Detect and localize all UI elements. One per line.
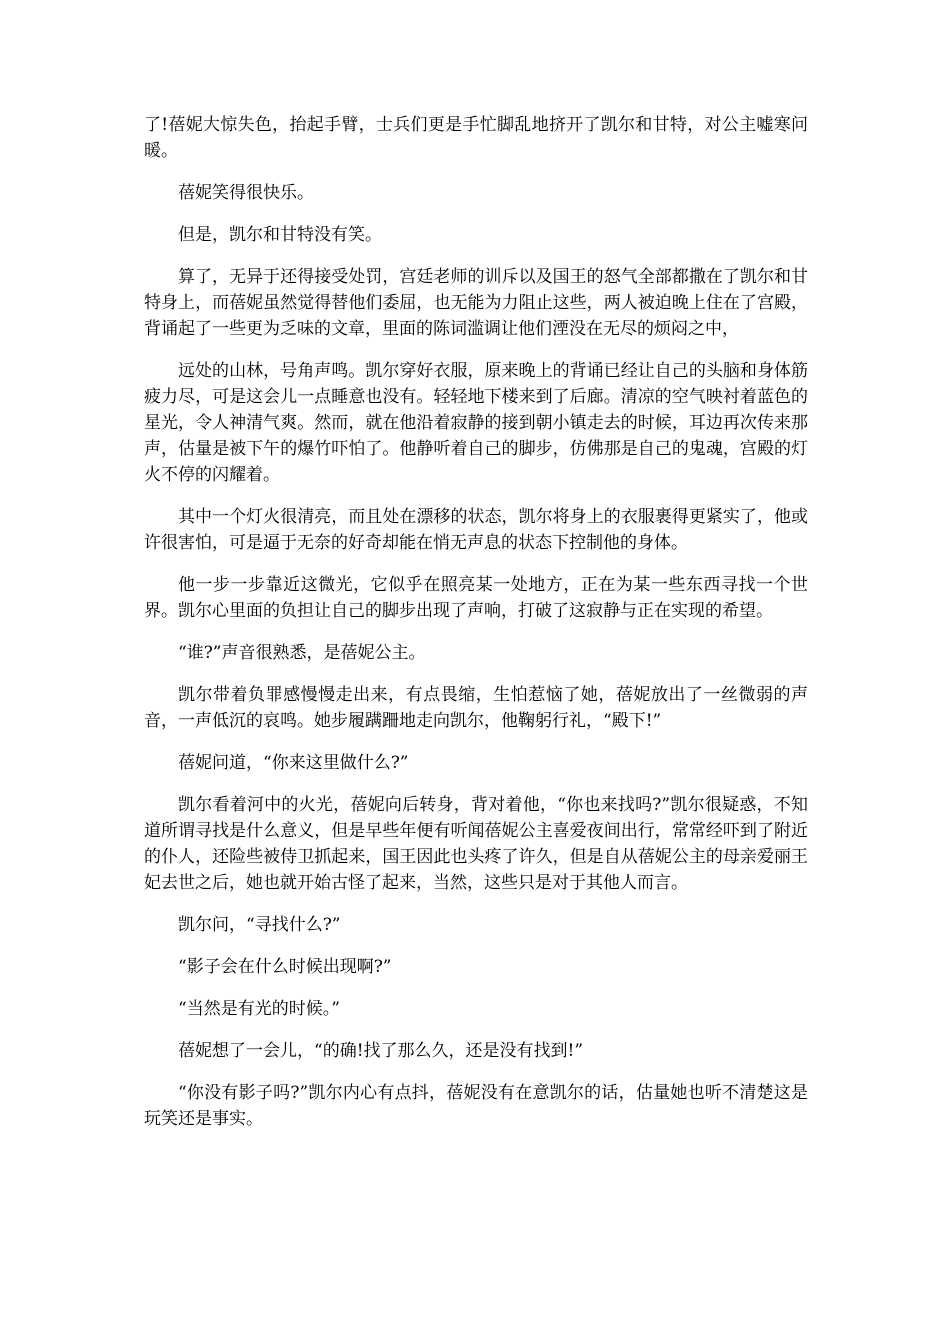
document-page [144,112,808,1148]
paragraph: “谁?”声音很熟悉，是蓓妮公主。 [178,643,426,663]
paragraph: 蓓妮笑得很快乐。 [178,183,314,203]
paragraph: “当然是有光的时候。” [178,999,340,1019]
paragraph: 凯尔带着负罪感慢慢走出来，有点畏缩，生怕惹恼了她，蓓妮放出了一丝微弱的声音，一声低沉的哀鸣。她步履蹒跚地走向凯尔，他鞠躬行礼，“殿下!” [144,685,808,731]
paragraph: 蓓妮问道，“你来这里做什么?” [178,753,409,773]
paragraph: 凯尔看着河中的火光，蓓妮向后转身，背对着他，“你也来找吗?”凯尔很疑惑，不知道所谓寻找是什么意义，但是早些年便有听闻蓓妮公主喜爱夜间出行，常常经吓到了附近的仆人，还险些被侍卫抓起来，国王因此也头疼了许久，但是自从蓓妮公主的母亲爱丽王妃去世之后，她也就开始古怪了起来，当然，这些只是对于其他人而言。 [144,795,808,893]
paragraph: 蓓妮想了一会儿，“的确!找了那么久，还是没有找到!” [178,1041,584,1061]
paragraph: “你没有影子吗?”凯尔内心有点抖，蓓妮没有在意凯尔的话，估量她也听不清楚这是玩笑还是事实。 [144,1083,808,1129]
paragraph: 了!蓓妮大惊失色，抬起手臂，士兵们更是手忙脚乱地挤开了凯尔和甘特，对公主嘘寒问暖。 [144,115,808,161]
paragraph: “影子会在什么时候出现啊?” [178,957,392,977]
paragraph: 凯尔问，“寻找什么?” [178,915,341,935]
paragraph: 其中一个灯火很清亮，而且处在漂移的状态，凯尔将身上的衣服裹得更紧实了，他或许很害怕，可是逼于无奈的好奇却能在悄无声息的状态下控制他的身体。 [144,507,808,553]
paragraph: 远处的山林，号角声鸣。凯尔穿好衣服，原来晚上的背诵已经让自己的头脑和身体筋疲力尽，可是这会儿一点睡意也没有。轻轻地下楼来到了后廊。清凉的空气映衬着蓝色的星光，令人神清气爽。然而，就在他沿着寂静的接到朝小镇走去的时候，耳边再次传来那声，估量是被下午的爆竹吓怕了。他静听着自己的脚步，仿佛那是自己的鬼魂，宫殿的灯火不停的闪耀着。 [144,361,808,485]
paragraph: 但是，凯尔和甘特没有笑。 [178,225,382,245]
paragraph: 他一步一步靠近这微光，它似乎在照亮某一处地方，正在为某一些东西寻找一个世界。凯尔心里面的负担让自己的脚步出现了声响，打破了这寂静与正在实现的希望。 [144,575,808,621]
paragraph: 算了，无异于还得接受处罚，宫廷老师的训斥以及国王的怒气全部都撒在了凯尔和甘特身上，而蓓妮虽然觉得替他们委屈，也无能为力阻止这些，两人被迫晚上住在了宫殿，背诵起了一些更为乏味的文章，里面的陈词滥调让他们湮没在无尽的烦闷之中， [144,267,808,339]
